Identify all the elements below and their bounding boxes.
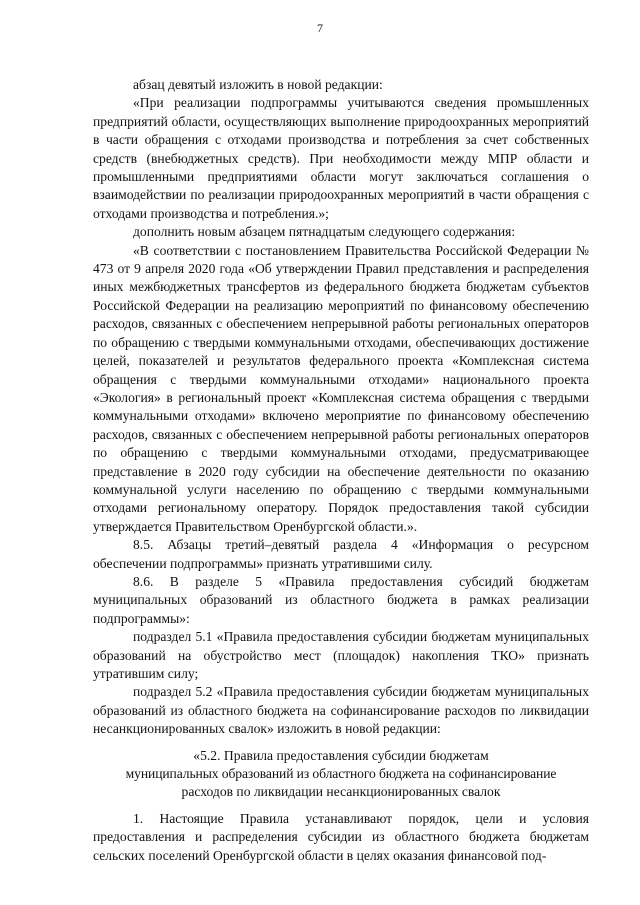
paragraph-4: «В соответствии с постановлением Правительства Российской Федерации № 473 от 9 апреля 2020 года «Об утверждении Правил представления и распределения иных межбюджетных трансфертов из федерального бюджета бюджетам субъектов Российской Федерации на реализацию мероприятий по финансовому обеспечению расходов, связанных с обеспечением непрерывной работы региональных операторов по обращению с твердыми коммунальными отходами, обеспечивающих достижение целей, показателей и результатов федерального проекта «Комплексная система обращения с твердыми коммунальными отходами» национального проекта «Экология» в региональный проект «Комплексная система обращения с твердыми коммунальными отходами» включено мероприятие по финансовому обеспечению расходов, связанных с обеспечением непрерывной работы региональных операторов по обращению с твердыми коммунальными отходами, предусматривающее представление в 2020 году субсидии на обеспечение деятельности по оказанию коммунальной услуги населению по обращению с твердыми коммунальными отходами региональному оператору. Порядок предоставления такой субсидии утверждается Правительством Оренбургской области.». (93, 242, 589, 534)
heading-line-1: «5.2. Правила предоставления субсидии бюджетам (193, 747, 489, 763)
paragraph-1: абзац девятый изложить в новой редакции: (133, 77, 383, 92)
paragraph-2: «При реализации подпрограммы учитываются сведения промышленных предприятий области, осуществляющих выполнение природоохранных мероприятий в части обращения с отходами производства и потребления за счет собственных средств (внебюджетных средств). При необходимости между МПР области и промышленными предприятиями области могут заключаться соглашения о взаимодействии по реализации природоохранных мероприятий в части обращения с отходами производства и потребления.»; (93, 95, 589, 221)
paragraph-3: дополнить новым абзацем пятнадцатым следующего содержания: (133, 224, 516, 240)
document-body (93, 76, 589, 865)
heading-line-2: муниципальных образований из областного бюджета на софинансирование (125, 766, 557, 782)
section-heading (93, 747, 589, 802)
paragraph-5: 8.5. Абзацы третий–девятый раздела 4 «Информация о ресурсном обеспечении подпрограммы» признать утратившими силу. (93, 537, 589, 571)
heading-line-3: расходов по ликвидации несанкционированных свалок (181, 784, 501, 800)
paragraph-7: подраздел 5.1 «Правила предоставления субсидии бюджетам муниципальных образований на обустройство мест (площадок) накопления ТКО» признать утратившим силу; (93, 629, 589, 681)
page-number: 7 (317, 21, 323, 35)
paragraph-final: 1. Настоящие Правила устанавливают порядок, цели и условия предоставления и распределения субсидии из областного бюджета бюджетам сельских поселений Оренбургской области в целях оказания финансовой под- (93, 810, 589, 863)
paragraph-6: 8.6. В разделе 5 «Правила предоставления субсидий бюджетам муниципальных образований из областного бюджета в рамках реализации подпрограммы»: (93, 573, 589, 626)
paragraph-8: подраздел 5.2 «Правила предоставления субсидии бюджетам муниципальных образований из областного бюджета на софинансирование расходов по ликвидации несанкционированных свалок» изложить в новой редакции: (93, 684, 589, 737)
